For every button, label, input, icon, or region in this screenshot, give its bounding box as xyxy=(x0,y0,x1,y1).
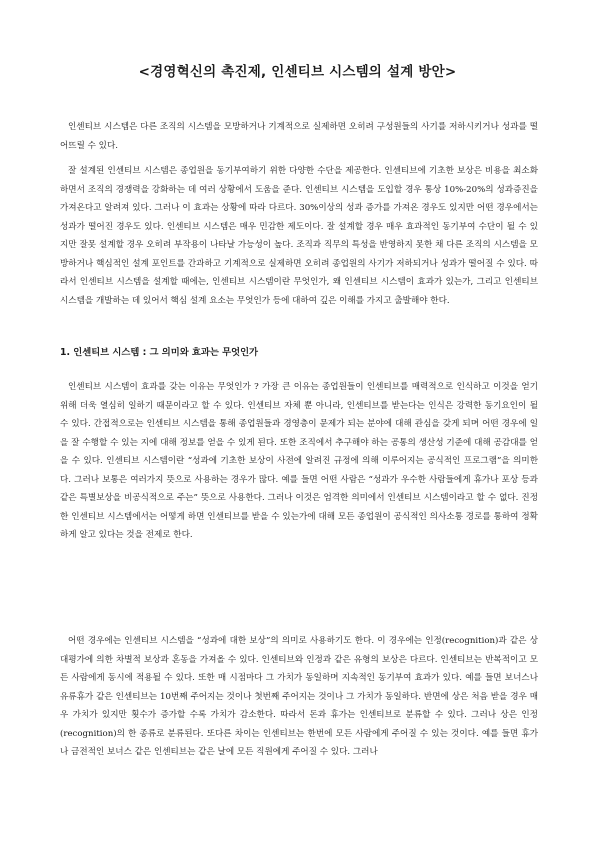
body-paragraph-3: 인센티브 시스템이 효과를 갖는 이유는 무엇인가 ? 가장 큰 이유는 종업원들이 인센티브를 매력적으로 인식하고 이것을 얻기 위해 더욱 열심히 일하기 때문이라고 할 수 있다. 인센티브 자체 뿐 아니라, 인센티브를 받는다는 인식은 강력한 동기요인이 될 수 있다. 간접적으로는 인센티브 시스템을 통해 종업원들과 경영층이 문제가 되는 분야에 대해 관심을 갖게 되며 어떤 경우에 일을 잘 수행할 수 있는 지에 대해 정보를 얻을 수 있게 된다. 또한 조직에서 추구해야 하는 공통의 생산성 기준에 대해 공감대를 얻을 수 있다. 인센티브 시스템이란 “성과에 기초한 보상이 사전에 알려진 규정에 의해 이루어지는 공식적인 프로그램”을 의미한다. 그러나 보통은 여러가지 뜻으로 사용하는 경우가 많다. 예를 들면 어떤 사람은 “성과가 우수한 사람들에게 휴가나 포상 등과 같은 특별보상을 비공식적으로 주는” 뜻으로 사용한다. 그러나 이것은 엄격한 의미에서 인센티브 시스템이라고 할 수 없다. 진정한 인센티브 시스템에서는 어떻게 하면 인센티브를 받을 수 있는가에 대해 모든 종업원이 공식적인 의사소통 경로를 통하여 정확하게 알고 있다는 것을 전제로 한다. xyxy=(60,382,538,540)
document-title: <경영혁신의 촉진제, 인센티브 시스템의 설계 방안> xyxy=(138,64,457,80)
body-paragraph-4: 어떤 경우에는 인센티브 시스템을 “성과에 대한 보상”의 의미로 사용하기도 한다. 이 경우에는 인정(recognition)과 같은 상대평가에 의한 차별적 보상과 혼동을 가져올 수 있다. 인센티브와 인정과 같은 유형의 보상은 다르다. 인센티브는 반복적이고 모든 사람에게 동시에 적용될 수 있다. 또한 매 시점마다 그 가치가 동일하며 지속적인 동기부여 효과가 있다. 예를 들면 보너스나 유류휴가 같은 인센티브는 10번째 주어지는 것이나 첫번째 주어지는 것이나 그 가치가 동일하다. 반면에 상은 처음 받을 경우 매우 가치가 있지만 횟수가 증가할 수록 가치가 감소한다. 따라서 돈과 휴가는 인센티브로 분류할 수 있다. 그러나 상은 인정(recognition)의 한 종류로 분류된다. 또다른 차이는 인센티브는 한번에 모든 사람에게 주어질 수 있는 것이다. 예를 들면 휴가나 금전적인 보너스 같은 인센티브는 같은 날에 모든 직원에게 주어질 수 있다. 그러나 xyxy=(60,636,539,757)
intro-paragraph: 인센티브 시스템은 다른 조직의 시스템을 모방하거나 기계적으로 실제하면 오히려 구성원들의 사기를 저하시키거나 성과를 떨어뜨릴 수 있다. xyxy=(60,122,538,151)
section-1-heading: 1. 인센티브 시스템 : 그 의미와 효과는 무엇인가 xyxy=(60,347,259,358)
body-paragraph-2: 잘 설계된 인센티브 시스템은 종업원을 동기부여하기 위한 다양한 수단을 제공한다. 인센티브에 기초한 보상은 비용을 최소화하면서 조직의 경쟁력을 강화하는 데 여러 상황에서 도움을 준다. 인센티브 시스템을 도입할 경우 통상 10%-20%의 성과증진을 가져온다고 알려져 있다. 그러나 이 효과는 상황에 따라 다르다. 30%이상의 성과 증가를 가져온 경우도 있지만 어떤 경우에서는 성과가 떨어진 경우도 있다. 인센티브 시스템은 매우 민감한 제도이다. 잘 설계할 경우 매우 효과적인 동기부여 수단이 될 수 있지만 잘못 설계할 경우 오히려 부작용이 나타날 가능성이 높다. 조직과 직무의 특성을 반영하지 못한 채 다른 조직의 시스템을 모방하거나 핵심적인 설계 포인트를 간과하고 기계적으로 실제하면 오히려 종업원의 사기가 저하되거나 성과가 떨어질 수 있다. 따라서 인센티브 시스템을 설계할 때에는, 인센티브 시스템이란 무엇인가, 왜 인센티브 시스템이 효과가 있는가, 그리고 인센티브 시스템을 개발하는 데 있어서 핵심 설계 요소는 무엇인가 등에 대하여 깊은 이해를 가지고 출발해야 한다. xyxy=(60,166,538,306)
